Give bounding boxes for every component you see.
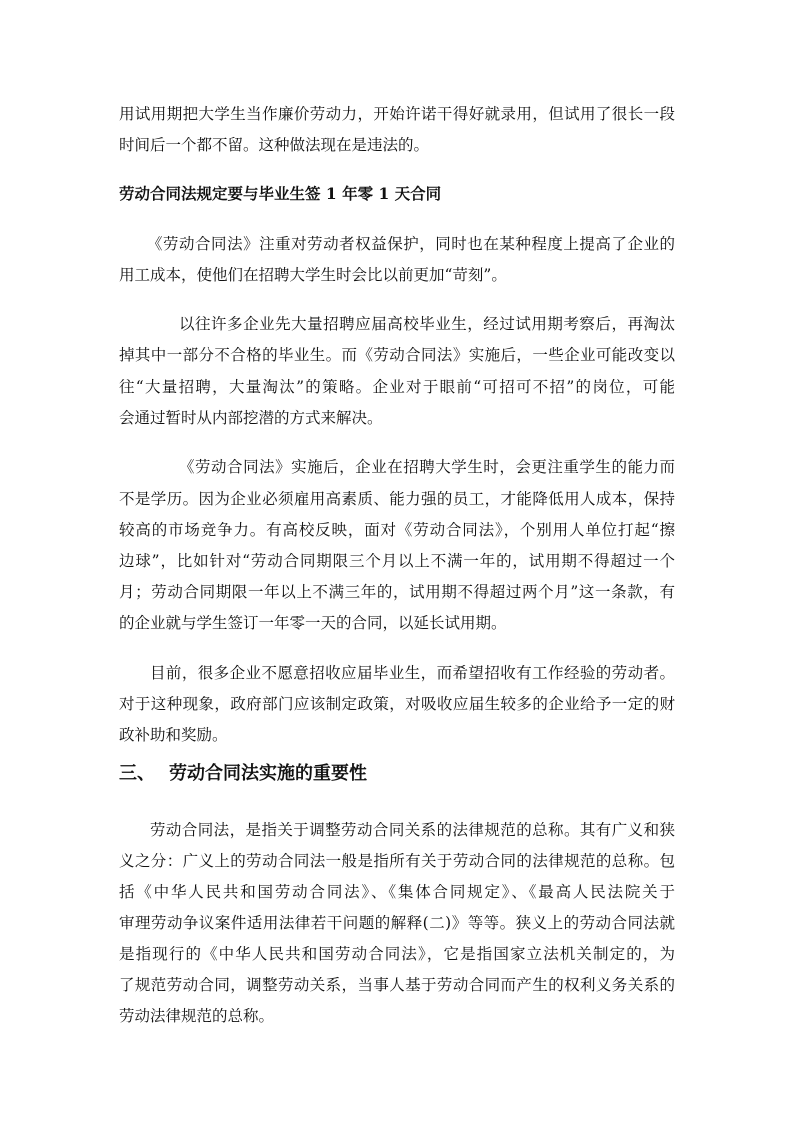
text-line: 劳动法律规范的总称。 (119, 1007, 275, 1025)
text-line: 不是学历。因为企业必须雇用高素质、能力强的员工，才能降低用人成本，保持 (119, 490, 675, 508)
text-line: 对于这种现象，政府部门应该制定政策，对吸收应届生较多的企业给予一定的财 (119, 695, 675, 713)
text-line: 了规范劳动合同，调整劳动关系，当事人基于劳动合同而产生的权利义务关系的 (119, 976, 675, 994)
text-line: 劳动合同法，是指关于调整劳动合同关系的法律规范的总称。其有广义和狭 (150, 821, 675, 839)
text-line: 以往许多企业先大量招聘应届高校毕业生，经过试用期考察后，再淘汰 (179, 315, 675, 333)
text-line: 《劳动合同法》实施后，企业在招聘大学生时，会更注重学生的能力而 (179, 458, 675, 476)
text-line: 较高的市场竞争力。有高校反映，面对《劳动合同法》，个别用人单位打起“擦 (119, 521, 675, 539)
section-heading (119, 762, 367, 786)
text-line: 往“大量招聘，大量淘汰”的策略。企业对于眼前“可招可不招”的岗位，可能 (119, 378, 675, 396)
text-line: 边球”，比如针对“劳动合同期限三个月以上不满一年的，试用期不得超过一个 (119, 552, 675, 570)
text-line: 政补助和奖励。 (119, 726, 228, 744)
text-line: 审理劳动争议案件适用法律若干问题的解释(二)》等等。狭义上的劳动合同法就 (119, 914, 675, 932)
text-line: 的企业就与学生签订一年零一天的合同，以延长试用期。 (119, 614, 507, 632)
text-line: 义之分：广义上的劳动合同法一般是指所有关于劳动合同的法律规范的总称。包 (119, 852, 675, 870)
text-line: 用工成本，使他们在招聘大学生时会比以前更加“苛刻”。 (119, 266, 507, 284)
text-line: 月；劳动合同期限一年以上不满三年的，试用期不得超过两个月”这一条款，有 (119, 583, 675, 601)
text-line: 时间后一个都不留。这种做法现在是违法的。 (119, 136, 430, 154)
text-line: 括《中华人民共和国劳动合同法》、《集体合同规定》、《最高人民法院关于 (119, 883, 675, 901)
text-line: 《劳动合同法》注重对劳动者权益保护，同时也在某种程度上提高了企业的 (147, 235, 675, 253)
subheading: 劳动合同法规定要与毕业生签 1 年零 1 天合同 (119, 184, 442, 203)
text-line: 目前，很多企业不愿意招收应届毕业生，而希望招收有工作经验的劳动者。 (150, 664, 675, 682)
section-title: 劳动合同法实施的重要性 (169, 763, 367, 784)
section-number: 三、 (119, 763, 155, 784)
text-line: 用试用期把大学生当作廉价劳动力，开始许诺干得好就录用，但试用了很长一段 (119, 105, 675, 123)
text-line: 会通过暂时从内部挖潜的方式来解决。 (119, 409, 383, 427)
text-line: 是指现行的《中华人民共和国劳动合同法》，它是指国家立法机关制定的，为 (119, 945, 675, 963)
text-line: 掉其中一部分不合格的毕业生。而《劳动合同法》实施后，一些企业可能改变以 (119, 346, 675, 364)
